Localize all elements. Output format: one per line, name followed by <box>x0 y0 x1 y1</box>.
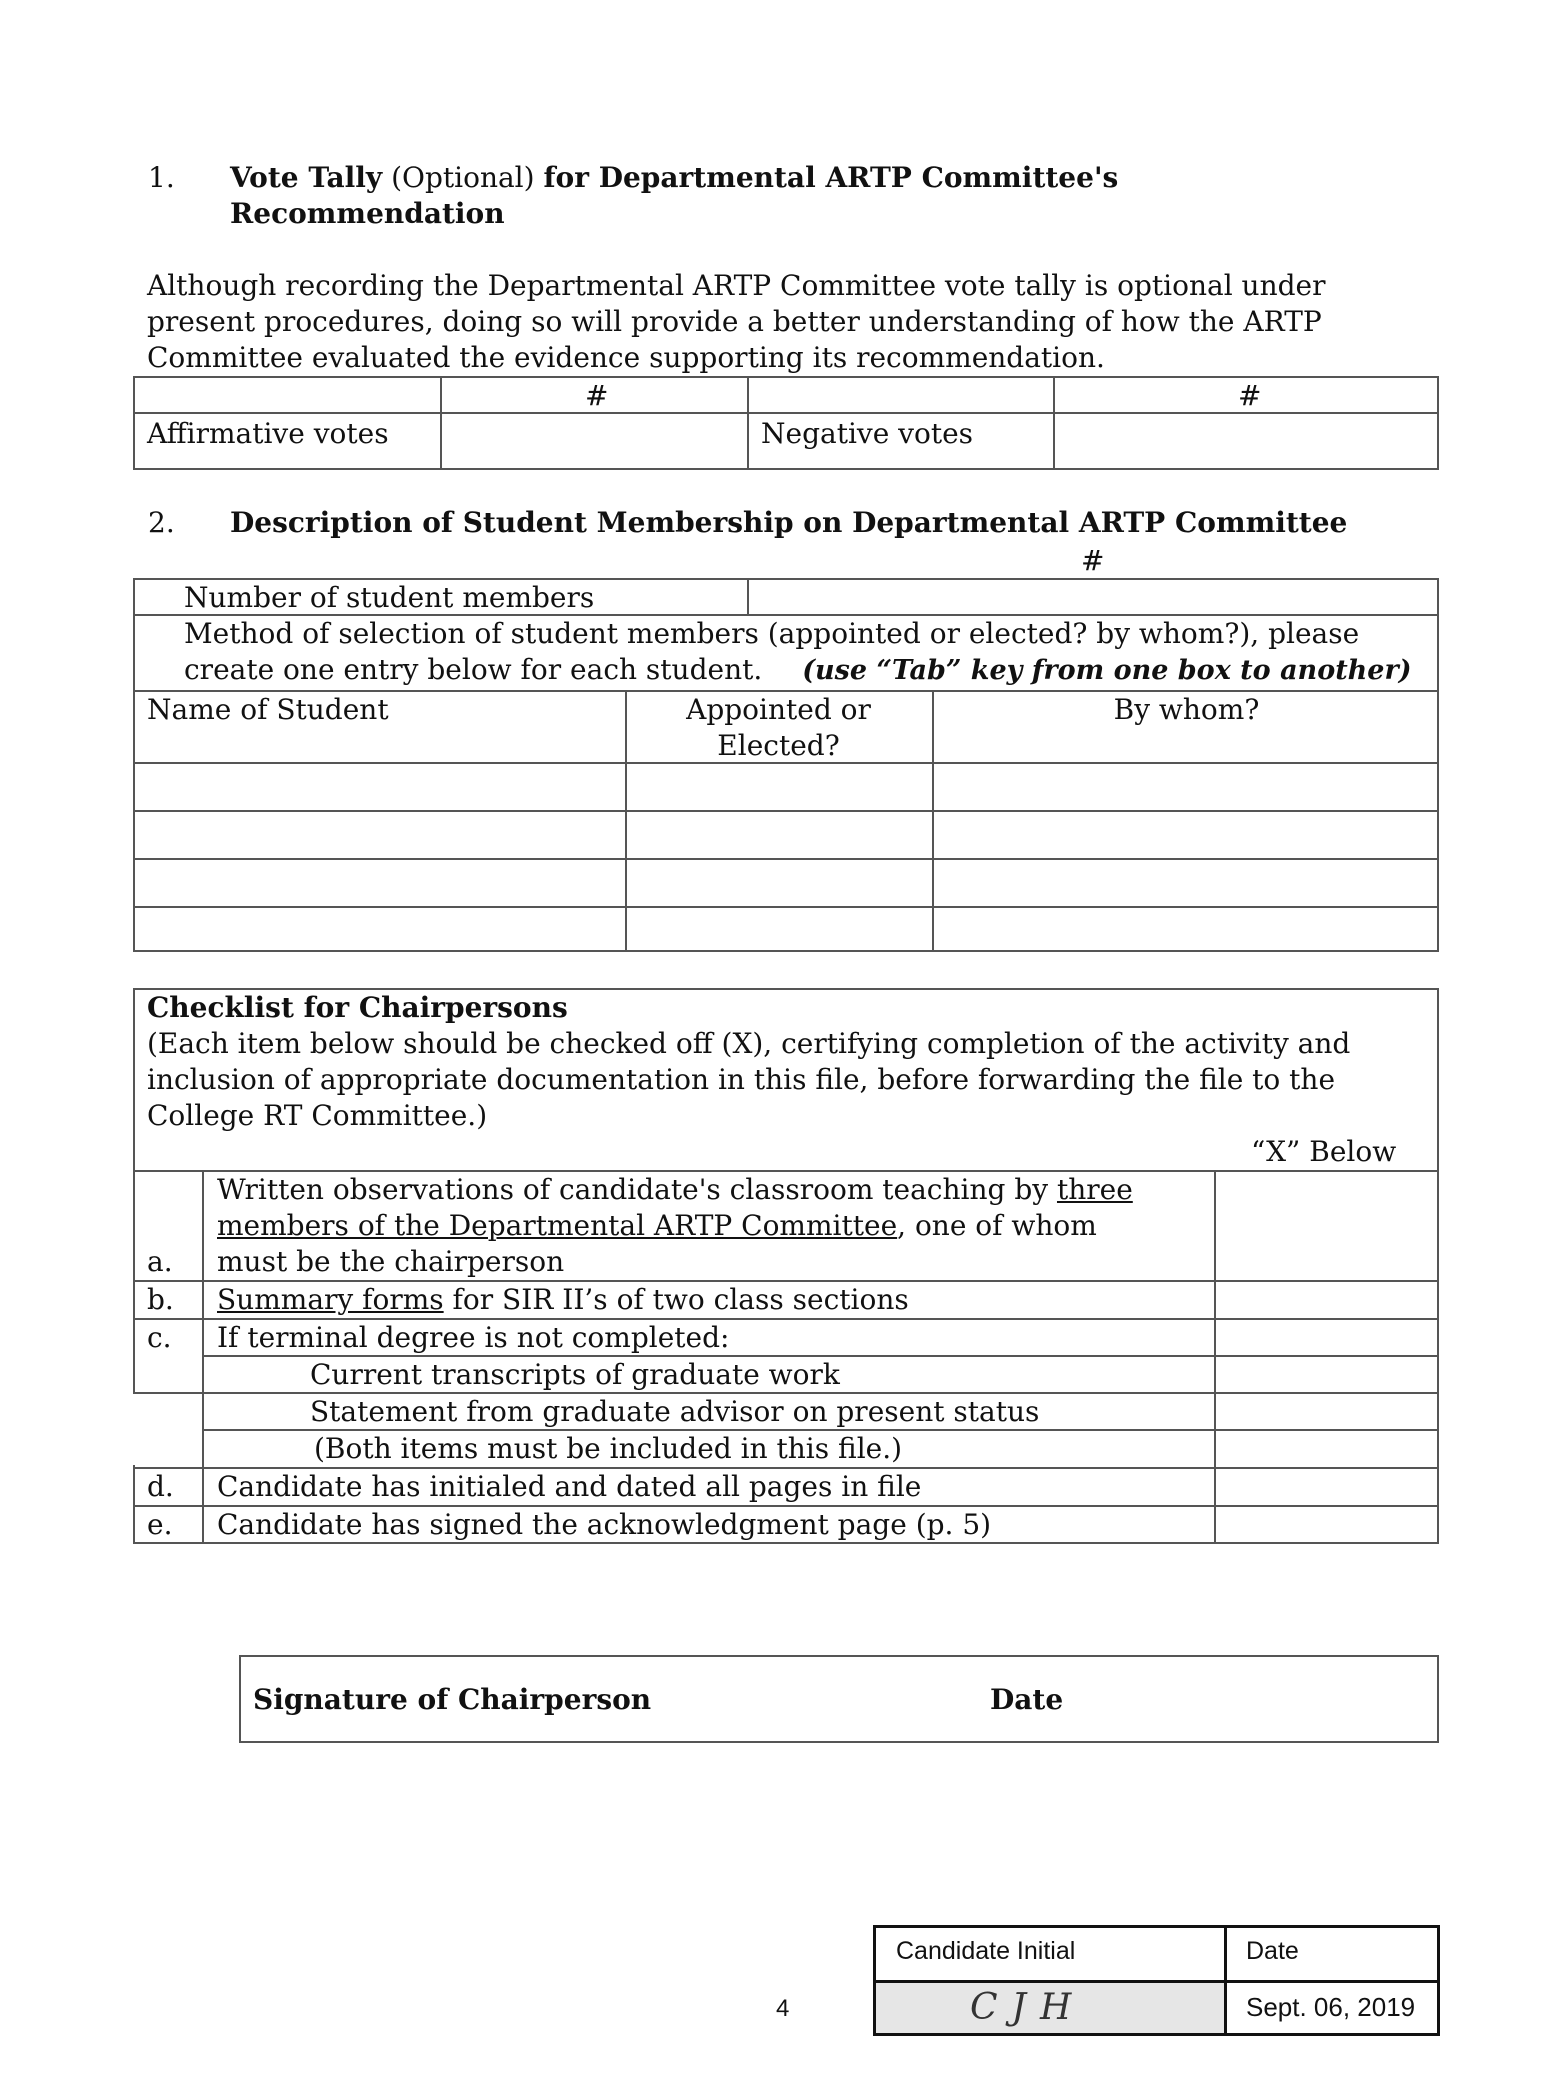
col-header-appointed-line1: Appointed or <box>686 693 871 726</box>
student-2-appointed-field[interactable] <box>627 812 930 856</box>
student-1-name-field[interactable] <box>135 764 623 808</box>
negative-votes-field[interactable] <box>1055 414 1437 468</box>
col-header-name-of-student: Name of Student <box>147 693 389 726</box>
affirmative-votes-field[interactable] <box>442 414 745 468</box>
item-c-sub1: Current transcripts of graduate work <box>310 1358 840 1391</box>
student-2-name-field[interactable] <box>135 812 623 856</box>
affirmative-hash-header: # <box>585 379 609 412</box>
footer-date-value: Sept. 06, 2019 <box>1246 1992 1416 2022</box>
section1-paragraph-line2: present procedures, doing so will provide a better understanding of how the ARTP <box>147 305 1322 338</box>
item-b-checkbox[interactable] <box>1216 1282 1437 1316</box>
item-a-line2-underlined: members of the Departmental ARTP Committee <box>217 1209 898 1242</box>
student-4-name-field[interactable] <box>135 908 623 950</box>
x-below-header: “X” Below <box>1251 1135 1397 1168</box>
item-a-line2-text: , one of whom <box>897 1209 1097 1242</box>
student-1-appointed-field[interactable] <box>627 764 930 808</box>
candidate-initial-label: Candidate Initial <box>896 1937 1076 1965</box>
section1-title-line2: Recommendation <box>230 197 505 230</box>
section1-paragraph-line1: Although recording the Departmental ARTP Committee vote tally is optional under <box>147 269 1326 302</box>
item-b-text <box>217 1282 909 1318</box>
footer-col-divider <box>1224 1925 1227 2036</box>
student-3-appointed-field[interactable] <box>627 860 930 904</box>
section1-paragraph-line3: Committee evaluated the evidence supporting its recommendation. <box>147 341 1105 374</box>
section1-title-rest: for Departmental ARTP Committee's <box>543 161 1119 194</box>
checklist-col-divider <box>202 1170 204 1544</box>
item-a-line2 <box>217 1208 1097 1244</box>
checklist-desc-line2: inclusion of appropriate documentation in this file, before forwarding the file to the <box>147 1063 1336 1096</box>
student-2-by-whom-field[interactable] <box>934 812 1437 856</box>
section1-title <box>230 160 1118 196</box>
col-header-by-whom: By whom? <box>1113 693 1260 726</box>
item-a-checkbox[interactable] <box>1216 1172 1437 1278</box>
section1-number: 1. <box>148 161 175 194</box>
item-a-line1-text: Written observations of candidate's classroom teaching by <box>217 1173 1057 1206</box>
signature-field[interactable] <box>660 1660 980 1738</box>
student-1-by-whom-field[interactable] <box>934 764 1437 808</box>
method-of-selection-line2 <box>184 652 1411 689</box>
item-c-sub3: (Both items must be included in this file.) <box>314 1432 903 1465</box>
checklist-desc-line1: (Each item below should be checked off (X), certifying completion of the activity and <box>147 1027 1351 1060</box>
student-4-appointed-field[interactable] <box>627 908 930 950</box>
vote-tally-col-divider <box>747 376 749 470</box>
item-d-checkbox[interactable] <box>1216 1469 1437 1503</box>
item-b-rest: for SIR II’s of two class sections <box>443 1283 909 1316</box>
checklist-desc-line3: College RT Committee.) <box>147 1099 488 1132</box>
section2-number: 2. <box>148 506 175 539</box>
item-b-underlined: Summary forms <box>217 1283 444 1316</box>
page-number: 4 <box>776 1995 790 2022</box>
method-of-selection-line1: Method of selection of student members (appointed or elected? by whom?), please <box>184 617 1360 650</box>
method-of-selection-text: create one entry below for each student. <box>184 653 763 686</box>
number-of-student-members-label: Number of student members <box>184 581 595 614</box>
col-header-appointed-line2: Elected? <box>717 729 840 762</box>
signature-of-chairperson-label: Signature of Chairperson <box>253 1683 652 1716</box>
checklist-title: Checklist for Chairpersons <box>147 991 568 1024</box>
section2-title: Description of Student Membership on Departmental ARTP Committee <box>230 506 1348 539</box>
checklist-border-gap <box>131 1394 137 1465</box>
item-a-line3: must be the chairperson <box>217 1245 565 1278</box>
student-4-by-whom-field[interactable] <box>934 908 1437 950</box>
item-e-text: Candidate has signed the acknowledgment page (p. 5) <box>217 1508 992 1541</box>
student-3-name-field[interactable] <box>135 860 623 904</box>
item-a-line1 <box>217 1172 1133 1208</box>
item-c-sub2: Statement from graduate advisor on present status <box>310 1395 1040 1428</box>
item-c-sub2-checkbox[interactable] <box>1216 1394 1437 1427</box>
footer-date-label: Date <box>1246 1937 1299 1965</box>
item-e-checkbox[interactable] <box>1216 1507 1437 1542</box>
item-e-letter: e. <box>147 1508 173 1541</box>
item-a-line1-underlined: three <box>1056 1173 1133 1206</box>
signature-date-label: Date <box>990 1683 1064 1716</box>
signature-date-field[interactable] <box>1080 1660 1434 1738</box>
item-d-letter: d. <box>147 1470 174 1503</box>
item-c-sub1-checkbox[interactable] <box>1216 1357 1437 1390</box>
item-a-letter: a. <box>147 1245 173 1278</box>
student-3-by-whom-field[interactable] <box>934 860 1437 904</box>
col-header-appointed-or-elected <box>627 692 930 764</box>
affirmative-votes-label: Affirmative votes <box>147 417 389 450</box>
negative-votes-label: Negative votes <box>761 417 974 450</box>
candidate-initial-handwritten: CJH <box>970 1987 1086 2028</box>
number-of-student-members-field[interactable] <box>749 580 1437 612</box>
item-b-letter: b. <box>147 1283 174 1316</box>
negative-hash-header: # <box>1238 379 1262 412</box>
student-count-hash-header: # <box>1081 544 1105 577</box>
tab-key-hint: (use “Tab” key from one box to another) <box>802 655 1412 686</box>
item-c-text: If terminal degree is not completed: <box>217 1321 730 1354</box>
item-c-letter: c. <box>147 1321 172 1354</box>
section1-title-bold: Vote Tally <box>230 161 383 194</box>
item-d-text: Candidate has initialed and dated all pages in file <box>217 1470 922 1503</box>
section1-title-optional: (Optional) <box>391 161 535 194</box>
